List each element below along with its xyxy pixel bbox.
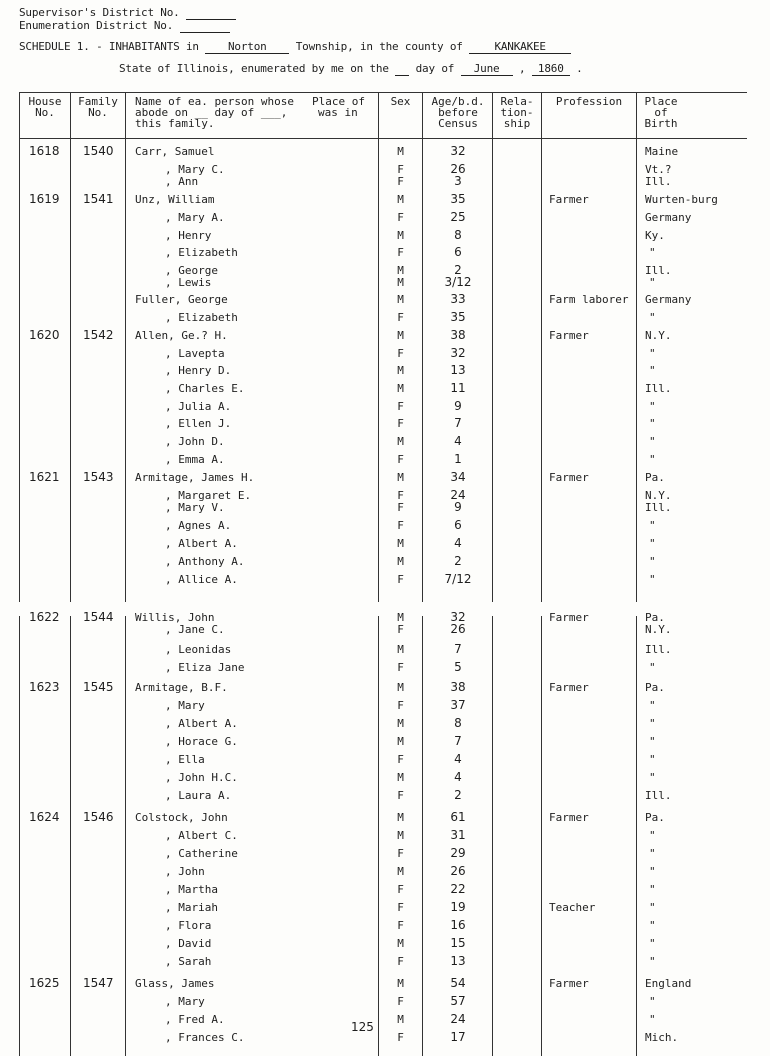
cell-house: 1623 — [29, 680, 60, 694]
cell-name: Allen, Ge.? H. — [135, 329, 228, 342]
cell-age: 33 — [450, 292, 466, 306]
column-rule — [70, 92, 71, 1056]
cell-sex: F — [397, 1031, 404, 1044]
cell-age: 57 — [450, 994, 466, 1008]
supervisor-district-blank — [186, 6, 236, 20]
cell-name: , Catherine — [165, 847, 238, 860]
cell-name: Unz, William — [135, 193, 215, 206]
cell-house: 1621 — [29, 470, 60, 484]
supervisor-district-line — [19, 6, 236, 20]
cell-birth: " — [649, 555, 656, 568]
cell-name: Carr, Samuel — [135, 145, 215, 158]
cell-age: 32 — [450, 610, 466, 624]
cell-birth: " — [649, 417, 656, 430]
cell-name: , Elizabeth — [165, 311, 238, 324]
cell-sex: M — [397, 264, 404, 277]
cell-name: , David — [165, 937, 212, 950]
cell-sex: F — [397, 699, 404, 712]
schedule-prefix: SCHEDULE 1. - INHABITANTS in — [19, 40, 199, 53]
column-rule — [492, 92, 493, 1056]
col-relationship: Rela- tion- ship — [500, 95, 534, 130]
cell-birth: " — [649, 901, 656, 914]
cell-sex: F — [397, 163, 404, 176]
cell-birth: Vt.? — [645, 163, 672, 176]
cell-house: 1624 — [29, 810, 60, 824]
cell-age: 5 — [454, 660, 462, 674]
cell-age: 32 — [450, 144, 466, 158]
cell-age: 15 — [450, 936, 466, 950]
cell-age: 16 — [450, 918, 466, 932]
cell-age: 9 — [454, 500, 462, 514]
cell-name: , Anthony A. — [165, 555, 245, 568]
cell-prof: Farmer — [549, 681, 589, 694]
cell-name: , Jane C. — [165, 623, 225, 636]
cell-birth: N.Y. — [645, 623, 672, 636]
cell-sex: M — [397, 435, 404, 448]
day-of-label: day of — [415, 62, 455, 75]
cell-birth: Pa. — [645, 811, 665, 824]
township-value: Norton — [205, 40, 289, 54]
cell-age: 2 — [454, 263, 462, 277]
cell-sex: F — [397, 211, 404, 224]
cell-name: , Horace G. — [165, 735, 238, 748]
cell-age: 1 — [454, 452, 462, 466]
cell-sex: F — [397, 919, 404, 932]
cell-prof: Farmer — [549, 977, 589, 990]
cell-birth: " — [649, 519, 656, 532]
cell-prof: Farmer — [549, 611, 589, 624]
cell-age: 35 — [450, 310, 466, 324]
cell-birth: " — [649, 735, 656, 748]
cell-birth: Germany — [645, 211, 692, 224]
cell-birth: Pa. — [645, 681, 665, 694]
cell-birth: " — [649, 771, 656, 784]
cell-name: , Mary A. — [165, 211, 225, 224]
cell-house: 1620 — [29, 328, 60, 342]
cell-sex: M — [397, 276, 404, 289]
cell-sex: M — [397, 293, 404, 306]
cell-age: 38 — [450, 680, 466, 694]
cell-age: 7/12 — [444, 572, 472, 586]
cell-name: Fuller, George — [135, 293, 228, 306]
cell-age: 22 — [450, 882, 466, 896]
cell-birth: Ill. — [645, 643, 672, 656]
cell-name: , Agnes A. — [165, 519, 232, 532]
cell-birth: N.Y. — [645, 329, 672, 342]
cell-sex: F — [397, 955, 404, 968]
cell-sex: F — [397, 623, 404, 636]
cell-name: , Charles E. — [165, 382, 245, 395]
col-place-of-birth: Place of Birth — [644, 95, 678, 130]
cell-sex: M — [397, 977, 404, 990]
cell-birth: " — [649, 400, 656, 413]
cell-birth: Ky. — [645, 229, 665, 242]
cell-birth: " — [649, 955, 656, 968]
cell-family: 1546 — [83, 810, 114, 824]
cell-house: 1619 — [29, 192, 60, 206]
township-suffix: Township, in the county of — [295, 40, 463, 53]
col-sex: Sex — [390, 95, 411, 108]
cell-age: 8 — [454, 716, 462, 730]
cell-name: , Sarah — [165, 955, 212, 968]
cell-birth: " — [649, 246, 656, 259]
cell-birth: Ill. — [645, 382, 672, 395]
census-table — [19, 92, 770, 1056]
cell-birth: " — [649, 364, 656, 377]
cell-sex: M — [397, 735, 404, 748]
cell-age: 3 — [454, 174, 462, 188]
cell-age: 24 — [450, 1012, 466, 1026]
header-bottom-rule — [19, 138, 747, 139]
supervisor-district-label: Supervisor's District No. — [19, 6, 180, 19]
cell-birth: " — [649, 829, 656, 842]
cell-age: 19 — [450, 900, 466, 914]
year-value: 1860 — [532, 62, 570, 76]
cell-sex: F — [397, 995, 404, 1008]
cell-sex: F — [397, 753, 404, 766]
col-name: Name of ea. person whose abode on __ day of ___, this family. — [135, 95, 294, 130]
cell-birth: Mich. — [645, 1031, 679, 1044]
cell-birth: " — [649, 453, 656, 466]
cell-prof: Farmer — [549, 329, 589, 342]
cell-prof: Farmer — [549, 471, 589, 484]
cell-name: , Fred A. — [165, 1013, 225, 1026]
cell-age: 7 — [454, 734, 462, 748]
cell-sex: M — [397, 382, 404, 395]
cell-family: 1544 — [83, 610, 114, 624]
cell-name: , Mary V. — [165, 501, 225, 514]
cell-age: 4 — [454, 770, 462, 784]
cell-name: Willis, John — [135, 611, 215, 624]
cell-name: Armitage, B.F. — [135, 681, 228, 694]
column-rule — [125, 92, 126, 1056]
cell-age: 38 — [450, 328, 466, 342]
cell-name: Armitage, James H. — [135, 471, 255, 484]
cell-birth: " — [649, 995, 656, 1008]
cell-name: , Lavepta — [165, 347, 225, 360]
cell-age: 13 — [450, 363, 466, 377]
cell-family: 1543 — [83, 470, 114, 484]
table-top-rule — [19, 92, 747, 93]
cell-sex: F — [397, 347, 404, 360]
cell-age: 4 — [454, 434, 462, 448]
cell-sex: F — [397, 311, 404, 324]
cell-sex: F — [397, 453, 404, 466]
cell-sex: M — [397, 229, 404, 242]
column-rule — [19, 92, 20, 1056]
col-house-no: House No. — [28, 95, 62, 119]
cell-birth: Ill. — [645, 175, 672, 188]
cell-name: , Ellen J. — [165, 417, 232, 430]
cell-sex: M — [397, 643, 404, 656]
col-family-no: Family No. — [78, 95, 118, 119]
cell-age: 29 — [450, 846, 466, 860]
cell-age: 31 — [450, 828, 466, 842]
cell-prof: Farm laborer — [549, 293, 629, 306]
cell-birth: Germany — [645, 293, 692, 306]
cell-age: 8 — [454, 228, 462, 242]
cell-age: 54 — [450, 976, 466, 990]
cell-birth: " — [649, 661, 656, 674]
cell-name: , John — [165, 865, 205, 878]
cell-sex: M — [397, 681, 404, 694]
cell-name: , George — [165, 264, 218, 277]
cell-house: 1618 — [29, 144, 60, 158]
column-rule — [422, 92, 423, 1056]
cell-family: 1542 — [83, 328, 114, 342]
day-blank — [395, 62, 409, 76]
cell-sex: F — [397, 400, 404, 413]
cell-sex: F — [397, 883, 404, 896]
cell-birth: " — [649, 1013, 656, 1026]
cell-name: , John H.C. — [165, 771, 238, 784]
cell-age: 24 — [450, 488, 466, 502]
cell-name: , John D. — [165, 435, 225, 448]
cell-age: 2 — [454, 554, 462, 568]
cell-sex: F — [397, 417, 404, 430]
cell-name: , Ella — [165, 753, 205, 766]
col-place-of-abode: Place of was in — [312, 95, 365, 119]
cell-family: 1541 — [83, 192, 114, 206]
cell-sex: M — [397, 717, 404, 730]
cell-sex: M — [397, 865, 404, 878]
cell-house: 1622 — [29, 610, 60, 624]
cell-name: , Allice A. — [165, 573, 238, 586]
cell-name: , Mary C. — [165, 163, 225, 176]
month-value: June — [461, 62, 513, 76]
col-profession: Profession — [555, 95, 623, 108]
cell-birth: " — [649, 847, 656, 860]
cell-age: 37 — [450, 698, 466, 712]
cell-birth: " — [649, 753, 656, 766]
cell-sex: F — [397, 246, 404, 259]
cell-birth: Maine — [645, 145, 679, 158]
cell-name: , Frances C. — [165, 1031, 245, 1044]
state-prefix: State of Illinois, enumerated by me on the — [119, 62, 389, 75]
cell-birth: Pa. — [645, 471, 665, 484]
cell-name: , Mariah — [165, 901, 218, 914]
cell-birth: " — [649, 699, 656, 712]
cell-age: 11 — [450, 381, 466, 395]
cell-age: 4 — [454, 752, 462, 766]
cell-sex: F — [397, 573, 404, 586]
cell-sex: M — [397, 829, 404, 842]
cell-sex: F — [397, 847, 404, 860]
cell-age: 2 — [454, 788, 462, 802]
cell-sex: M — [397, 364, 404, 377]
cell-name: , Albert A. — [165, 717, 238, 730]
cell-birth: Pa. — [645, 611, 665, 624]
cell-birth: " — [649, 919, 656, 932]
cell-age: 6 — [454, 245, 462, 259]
cell-sex: M — [397, 811, 404, 824]
cell-prof: Farmer — [549, 811, 589, 824]
cell-sex: F — [397, 501, 404, 514]
cell-birth: " — [649, 311, 656, 324]
cell-sex: M — [397, 145, 404, 158]
cell-name: Colstock, John — [135, 811, 228, 824]
col-age: Age/b.d. before Census — [431, 95, 485, 130]
enumeration-district-blank — [180, 19, 230, 33]
cell-age: 7 — [454, 416, 462, 430]
cell-name: , Julia A. — [165, 400, 232, 413]
county-value: KANKAKEE — [469, 40, 571, 54]
cell-sex: F — [397, 661, 404, 674]
cell-birth: " — [649, 883, 656, 896]
cell-family: 1545 — [83, 680, 114, 694]
cell-birth: " — [649, 435, 656, 448]
cell-name: , Flora — [165, 919, 212, 932]
cell-birth: " — [649, 347, 656, 360]
column-rule — [541, 92, 542, 1056]
cell-sex: F — [397, 519, 404, 532]
cell-prof: Teacher — [549, 901, 596, 914]
cell-age: 7 — [454, 642, 462, 656]
cell-name: , Laura A. — [165, 789, 232, 802]
cell-name: , Leonidas — [165, 643, 232, 656]
cell-sex: M — [397, 471, 404, 484]
cell-birth: " — [649, 937, 656, 950]
cell-sex: M — [397, 1013, 404, 1026]
cell-age: 13 — [450, 954, 466, 968]
cell-birth: " — [649, 865, 656, 878]
cell-name: , Elizabeth — [165, 246, 238, 259]
cell-sex: M — [397, 611, 404, 624]
cell-age: 26 — [450, 864, 466, 878]
cell-sex: M — [397, 771, 404, 784]
cell-name: , Emma A. — [165, 453, 225, 466]
cell-sex: M — [397, 537, 404, 550]
cell-birth: " — [649, 573, 656, 586]
cell-family: 1547 — [83, 976, 114, 990]
cell-age: 25 — [450, 210, 466, 224]
enumeration-district-label: Enumeration District No. — [19, 19, 174, 32]
cell-birth: N.Y. — [645, 489, 672, 502]
cell-age: 61 — [450, 810, 466, 824]
cell-sex: M — [397, 193, 404, 206]
cell-birth: Ill. — [645, 789, 672, 802]
period-mark: . — [576, 62, 583, 75]
cell-age: 17 — [450, 1030, 466, 1044]
cell-name: , Albert C. — [165, 829, 238, 842]
cell-age: 4 — [454, 536, 462, 550]
cell-sex: F — [397, 901, 404, 914]
cell-name: , Henry D. — [165, 364, 232, 377]
cell-sex: F — [397, 489, 404, 502]
cell-name: Glass, James — [135, 977, 215, 990]
cell-prof: Farmer — [549, 193, 589, 206]
cell-age: 26 — [450, 162, 466, 176]
cell-name: , Lewis — [165, 276, 212, 289]
cell-age: 26 — [450, 622, 466, 636]
cell-age: 6 — [454, 518, 462, 532]
cell-family: 1540 — [83, 144, 114, 158]
cell-age: 35 — [450, 192, 466, 206]
schedule-line — [19, 40, 571, 54]
cell-name: , Martha — [165, 883, 218, 896]
cell-name: , Henry — [165, 229, 212, 242]
cell-age: 3/12 — [444, 275, 472, 289]
cell-name: , Mary — [165, 699, 205, 712]
cell-sex: M — [397, 329, 404, 342]
cell-name: , Ann — [165, 175, 199, 188]
page-number: 125 — [351, 1020, 374, 1034]
cell-sex: M — [397, 555, 404, 568]
cell-sex: F — [397, 789, 404, 802]
cell-birth: England — [645, 977, 692, 990]
cell-birth: Wurten-burg — [645, 193, 718, 206]
cell-sex: M — [397, 937, 404, 950]
state-line: State of Illinois, enumerated by me on the day of June , 1860 . — [119, 62, 583, 75]
cell-birth: Ill. — [645, 264, 672, 277]
cell-name: , Eliza Jane — [165, 661, 245, 674]
cell-birth: " — [649, 276, 656, 289]
enumeration-district-line — [19, 19, 230, 33]
cell-birth: Ill. — [645, 501, 672, 514]
cell-name: , Albert A. — [165, 537, 238, 550]
cell-age: 34 — [450, 470, 466, 484]
cell-age: 9 — [454, 399, 462, 413]
cell-age: 32 — [450, 346, 466, 360]
cell-sex: F — [397, 175, 404, 188]
cell-birth: " — [649, 537, 656, 550]
cell-name: , Mary — [165, 995, 205, 1008]
cell-birth: " — [649, 717, 656, 730]
cell-name: , Margaret E. — [165, 489, 252, 502]
cell-house: 1625 — [29, 976, 60, 990]
